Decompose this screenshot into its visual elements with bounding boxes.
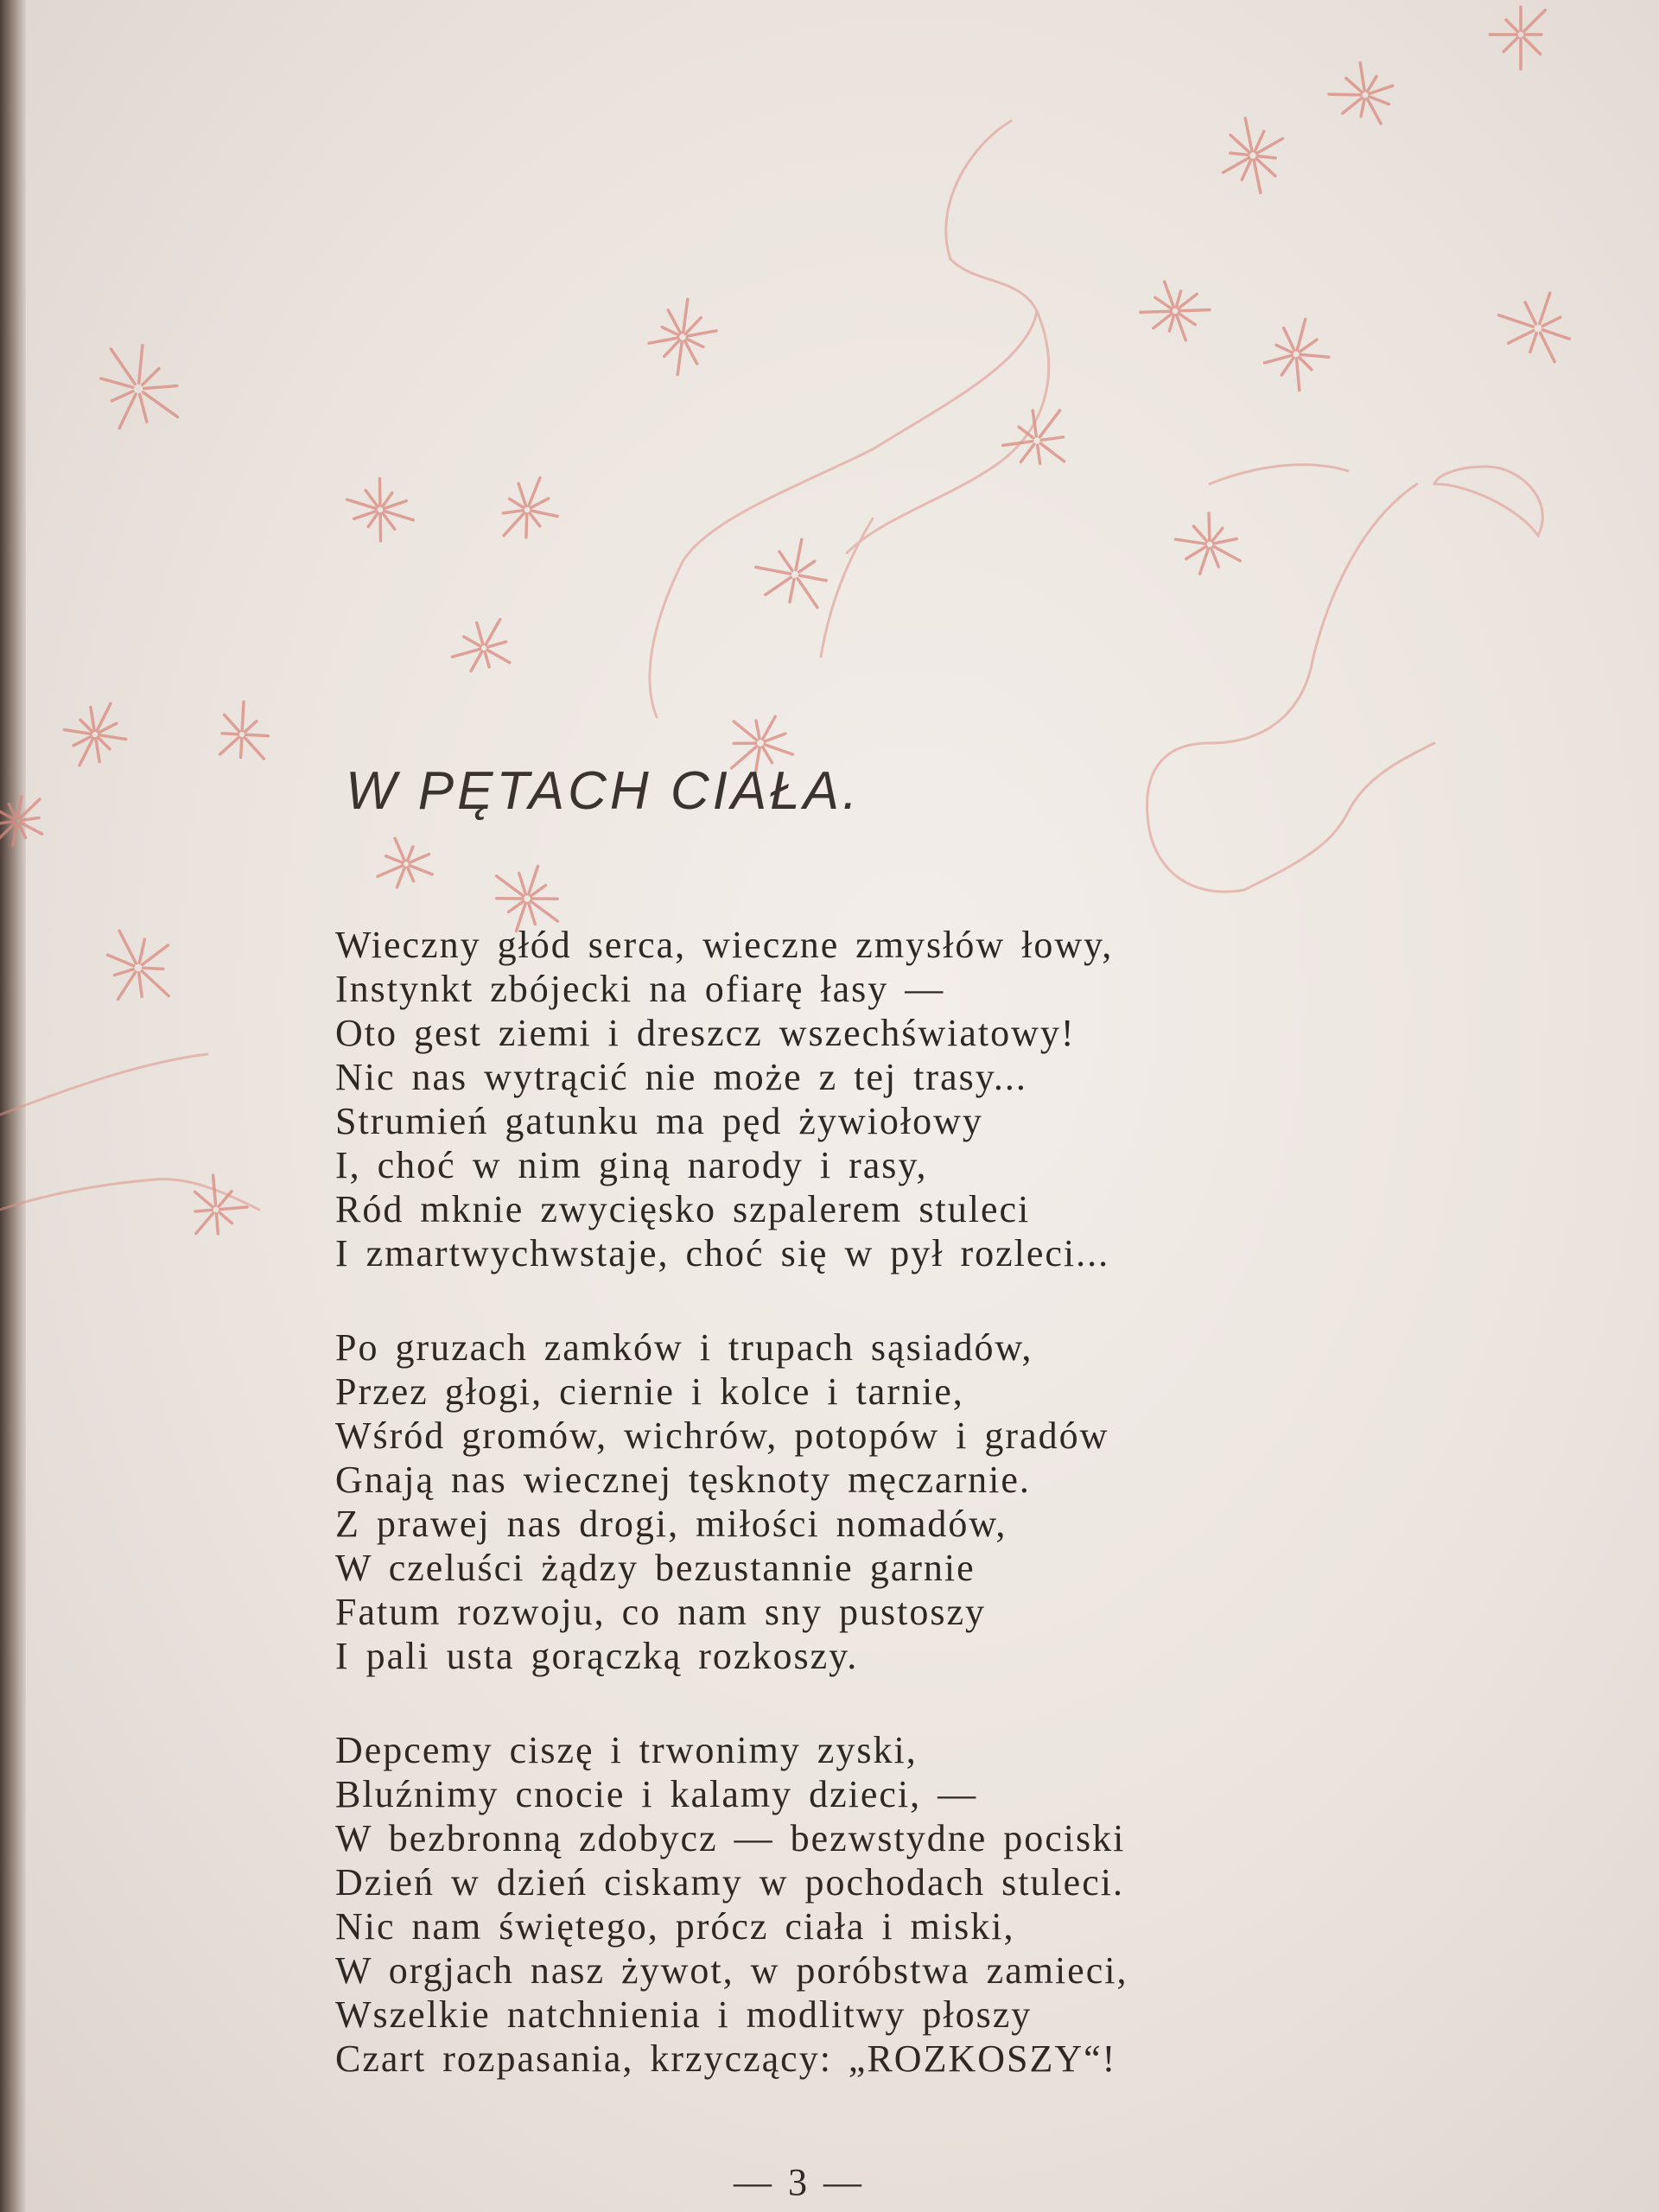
- star-burst-icon: [101, 346, 178, 429]
- poem-line: Dzień w dzień ciskamy w pochodach stuleci.: [335, 1861, 1124, 1904]
- figure-sketch-arm: [650, 121, 1037, 717]
- poem-line: Strumień gatunku ma pęd żywiołowy: [335, 1100, 983, 1142]
- star-burst-icon: [1499, 293, 1570, 362]
- star-burst-icon: [1490, 7, 1545, 69]
- star-burst-icon: [0, 797, 42, 846]
- poem-line: Po gruzach zamków i trupach sąsiadów,: [335, 1326, 1033, 1369]
- poem-line: W czeluści żądzy bezustannie garnie: [335, 1547, 976, 1589]
- star-burst-icon: [195, 1175, 247, 1234]
- stanza-1: [335, 923, 1355, 1275]
- star-burst-icon: [220, 702, 269, 759]
- poem-line: W bezbronną zdobycz — bezwstydne pociski: [335, 1817, 1126, 1859]
- poem-line: Oto gest ziemi i dreszcz wszechświatowy!: [335, 1012, 1076, 1054]
- stanza-2: [335, 1325, 1355, 1678]
- poem-line: I, choć w nim giną narody i rasy,: [335, 1144, 928, 1186]
- figure-sketch-leg: [1244, 743, 1434, 890]
- poem-line: Gnają nas wiecznej tęsknoty męczarnie.: [335, 1459, 1031, 1501]
- figure-sketch-torso: [1147, 484, 1417, 892]
- star-burst-icon: [1175, 513, 1240, 574]
- stanza-3: [335, 1728, 1355, 2081]
- star-burst-icon: [649, 299, 716, 374]
- star-burst-icon: [1329, 63, 1393, 124]
- poem-line: Nic nam świętego, prócz ciała i miski,: [335, 1905, 1015, 1948]
- star-burst-icon: [1265, 319, 1329, 390]
- poem-line: Przez głogi, ciernie i kolce i tarnie,: [335, 1370, 964, 1413]
- star-burst-icon: [1003, 410, 1065, 463]
- poem-line: Depcemy ciszę i trwonimy zyski,: [335, 1729, 918, 1771]
- star-burst-icon: [452, 620, 509, 671]
- star-burst-icon: [347, 479, 413, 541]
- star-burst-icon: [378, 838, 432, 887]
- star-burst-icon: [497, 866, 558, 931]
- poem-line: Ród mknie zwycięsko szpalerem stuleci: [335, 1188, 1031, 1230]
- figure-sketch-lower: [0, 1054, 207, 1115]
- star-burst-icon: [64, 703, 125, 765]
- poem-line: Bluźnimy cnocie i kalamy dzieci, —: [335, 1773, 978, 1815]
- figure-sketch-head: [1434, 467, 1542, 536]
- poem-line: Z prawej nas drogi, miłości nomadów,: [335, 1503, 1007, 1545]
- poem-title: W PĘTACH CIAŁA.: [346, 761, 861, 821]
- poem-line: Nic nas wytrącić nie może z tej trasy...: [335, 1056, 1027, 1098]
- star-burst-icon: [1224, 118, 1283, 193]
- star-burst-icon: [108, 931, 169, 999]
- poem-line: Czart rozpasania, krzyczący: „ROZKOSZY“!: [335, 2037, 1117, 2080]
- star-burst-icon: [1141, 282, 1210, 340]
- poem-body: [335, 923, 1355, 2131]
- poem-line: I pali usta gorączką rozkoszy.: [335, 1635, 859, 1677]
- poem-line: Fatum rozwoju, co nam sny pustoszy: [335, 1591, 987, 1633]
- poem-line: W orgjach nasz żywot, w poróbstwa zamieci,: [335, 1949, 1128, 1992]
- page-number: — 3 —: [734, 2161, 865, 2203]
- poem-line: Wśród gromów, wichrów, potopów i gradów: [335, 1414, 1109, 1457]
- poem-line: Wieczny głód serca, wieczne zmysłów łowy,: [335, 924, 1114, 966]
- star-burst-icon: [756, 539, 826, 607]
- poem-line: Instynkt zbójecki na ofiarę łasy —: [335, 968, 945, 1010]
- star-burst-icon: [503, 478, 557, 537]
- poem-line: Wszelkie natchnienia i modlitwy płoszy: [335, 1993, 1033, 2036]
- poem-line: I zmartwychwstaje, choć się w pył rozleci...: [335, 1232, 1110, 1274]
